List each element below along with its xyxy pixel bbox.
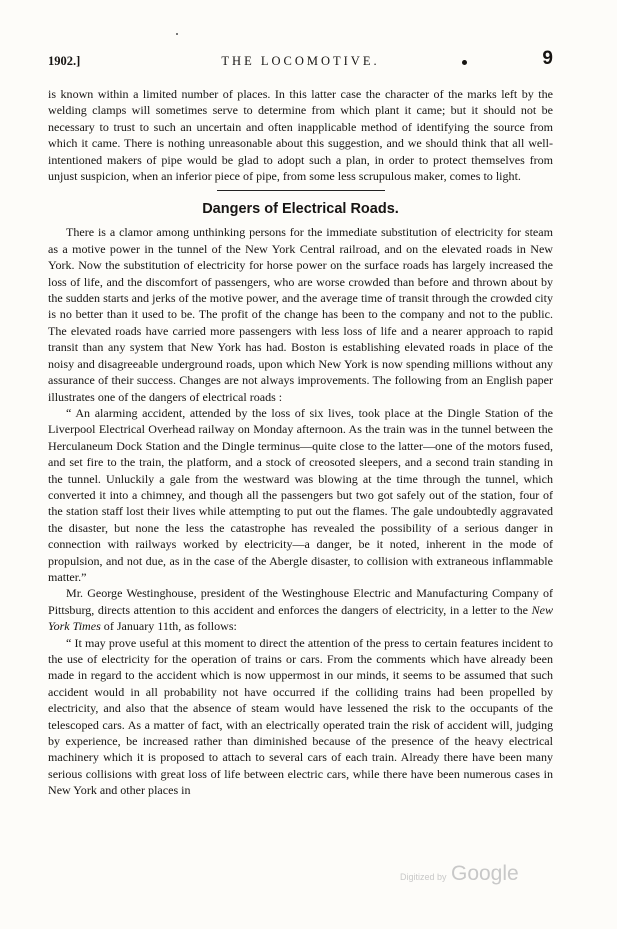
paragraph-2-after: of January 11th, as follows: bbox=[103, 619, 237, 634]
article-paragraph-2 bbox=[48, 585, 553, 634]
header-dot bbox=[462, 60, 467, 65]
header-year: 1902.] bbox=[48, 54, 81, 68]
newspaper-name: New York Times bbox=[48, 602, 553, 634]
google-logo: Google bbox=[450, 862, 519, 885]
digitized-watermark bbox=[400, 862, 519, 886]
article-paragraph-1: There is a clamor among unthinking persons for the immediate substitution of electricity for steam as a motive power in the tunnel of the New York Central railroad, and on the elevated roads in New York. Now the substitution of electricity for horse power on the surface roads has largely increased the loss of life, and the discomfort of passengers, who are worse crowded than before and thrown about by the sudden starts and jerks of the motive power, and the average time of transit through the crowded city is no better than it used to be. The profit of the change has been to the company and not to the public. The elevated roads have carried more passengers with less loss of life and a nearer approach to rapid transit than any system that New York has had. Boston is establishing elevated roads in place of the noisy and disagreeable underground roads, upon which New York is now spending millions without any assurance of their success. Changes are not always improvements. The following from an English paper illustrates one of the dangers of electrical roads : bbox=[48, 225, 553, 404]
watermark-prefix: Digitized by bbox=[400, 872, 447, 882]
paragraph-2-before: Mr. George Westinghouse, president of the Westinghouse Electric and Manufacturing Company of Pittsburg, directs attention to this accident and enforces the dangers of electricity, in a letter to the bbox=[48, 586, 553, 617]
article-title: Dangers of Electrical Roads. bbox=[202, 201, 399, 218]
section-divider bbox=[217, 190, 385, 191]
intro-paragraph: is known within a limited number of places. In this latter case the character of the marks left by the welding clamps will sometimes serve to determine from which plant it came; but it should not be necessary to trust to such an uncertain and often inapplicable method of identifying the source from which it came. There is nothing unreasonable about this suggestion, and we should think that all well-intentioned makers of pipe would be glad to adopt such a plan, in order to protect themselves from unjust suspicion, when an inferior piece of pipe, from some less scrupulous maker, comes to light. bbox=[48, 87, 553, 184]
running-header bbox=[48, 48, 553, 71]
quote-1: “ An alarming accident, attended by the loss of six lives, took place at the Dingle Station of the Liverpool Electrical Overhead railway on Monday afternoon. As the train was in the tunnel between the Herculaneum Dock Station and the Dingle terminus—quite close to the latter—one of the motors fused, and set fire to the train, the platform, and a stock of creosoted sleepers, and a second train standing in the tunnel. Unluckily a gale from the westward was blowing at the time through the tunnel, which converted it into a chimney, and though all the passengers but two got safely out of the station, four of the station staff lost their lives while attempting to put out the flames. The gale undoubtedly aggravated the disaster, but none the less the catastrophe has revealed the possibility of a serious danger in connection with railways worked by electricity—a danger, be it noted, inherent in the mode of propulsion, and not due, as in the case of the Abergle disaster, to collision with extraneous inflammable matter.” bbox=[48, 405, 553, 584]
page-body bbox=[48, 86, 553, 799]
header-title: THE LOCOMOTIVE. bbox=[221, 54, 380, 68]
quote-2: “ It may prove useful at this moment to direct the attention of the press to certain features incident to the use of electricity for the operation of trains or cars. From the comments which have already been made in regard to the accident which is now uppermost in our minds, it seems to be assumed that such accident would in all probability not have occurred if the colliding trains had been propelled by electricity, and also that the absence of steam would have lessened the risk to the occupants of the telescoped cars. As a matter of fact, with an electrically operated train the risk of accident will, judging by experience, be increased rather than diminished because of the presence of the heavy electrical machinery which it is proposed to attach to several cars of each train. Already there have been many serious collisions with great loss of life between electric cars, while there have been numerous cases in New York and other places in bbox=[48, 635, 553, 798]
scan-speck bbox=[176, 33, 178, 35]
page-number: 9 bbox=[542, 48, 553, 69]
